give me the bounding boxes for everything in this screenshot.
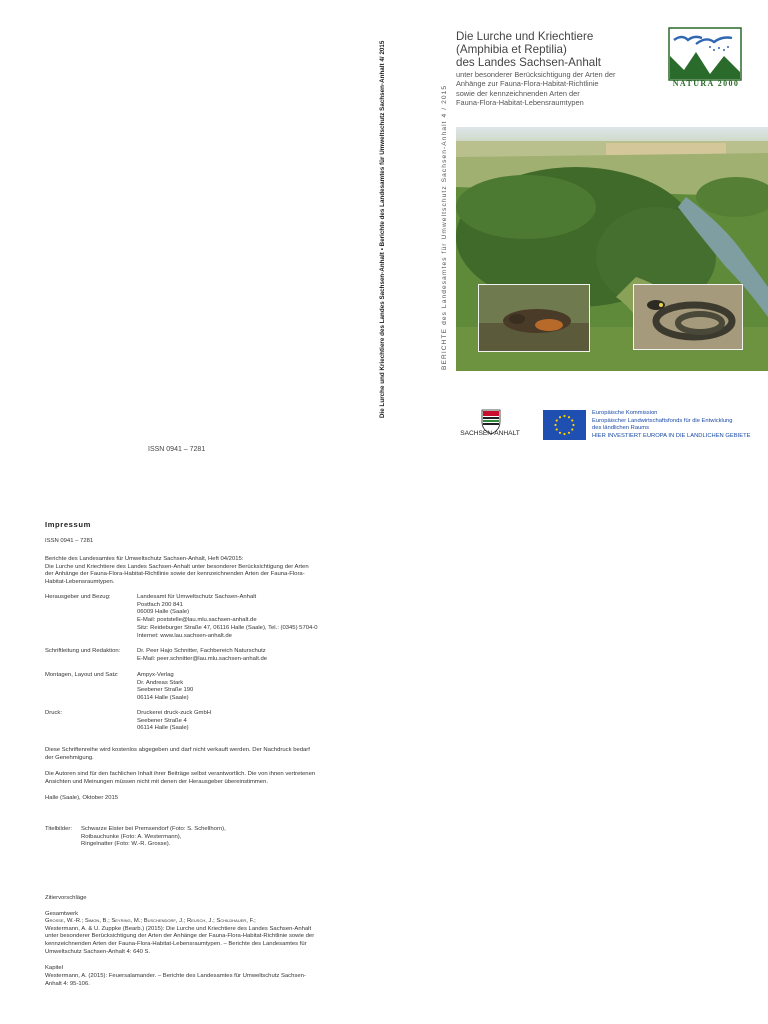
citation-line: Westermann, A. (2015): Feuersalamander. – Berichte des Landesamtes für Umweltschutz Sachsen- — [45, 973, 306, 979]
druck-value — [137, 710, 341, 733]
titelbild-line: Rotbauchunke (Foto: A. Westermann), — [81, 833, 182, 840]
titelbild-line: Ringelnatter (Foto: W.-R. Grosse). — [81, 841, 171, 848]
snake-image — [634, 285, 743, 350]
herausgeber-value — [137, 594, 341, 640]
place-date: Halle (Saale), Oktober 2015 — [45, 795, 119, 801]
citation-gesamtwerk — [45, 918, 341, 957]
druck-line: Seebener Straße 4 — [137, 717, 187, 724]
cover-issn: ISSN 0941 – 7281 — [148, 446, 206, 453]
herausgeber-label: Herausgeber und Bezug: — [45, 594, 111, 600]
series-line: Habitat-Lebensraumtypen. — [45, 579, 115, 586]
herausgeber-line: 06009 Halle (Saale) — [137, 609, 190, 616]
montage-line: Ampyx-Verlag — [137, 672, 174, 678]
citation-line: unter besonderer Berücksichtigung der Arten der Anhänge der Fauna-Flora-Habitat-Richtlinie sowie der — [45, 933, 315, 940]
montage-label: Montagen, Layout und Satz: — [45, 672, 119, 678]
montage-line: Dr. Andreas Stark — [137, 679, 184, 686]
cover-subtitle — [456, 70, 656, 108]
herausgeber-line: Postfach 200 841 — [137, 601, 183, 608]
eu-line: HIER INVESTIERT EUROPA IN DIE LÄNDLICHEN GEBIETE — [592, 432, 751, 438]
schriftleitung-value — [137, 648, 341, 663]
cover-subtitle-line: sowie der kennzeichnenden Arten der — [456, 88, 580, 98]
inset-photo-fire-bellied-toad — [478, 284, 590, 352]
druck-line: Druckerei druck-zuck GmbH — [137, 710, 211, 716]
titelbilder-value — [81, 826, 285, 849]
eu-line: Europäische Kommission — [592, 410, 658, 416]
herausgeber-line: Internet: www.lau.sachsen-anhalt.de — [137, 632, 232, 639]
schriftleitung-label: Schriftleitung und Redaktion: — [45, 648, 121, 654]
cover-title-line: des Landes Sachsen-Anhalt — [456, 56, 602, 69]
note-line: der Genehmigung. — [45, 754, 94, 761]
titelbild-line: Schwarze Elster bei Premsendorf (Foto: S. Schellhorn), — [81, 826, 226, 832]
impressum-heading: Impressum — [45, 520, 91, 529]
citation-line: Umweltschutz Sachsen-Anhalt 4: 640 S. — [45, 948, 151, 955]
montage-value — [137, 672, 341, 703]
druck-line: 06114 Halle (Saale) — [137, 725, 189, 732]
citation-line: Anhalt 4: 95-106. — [45, 980, 90, 987]
impressum-series-info — [45, 556, 341, 587]
note-line: Ansichten und Meinungen müssen nicht mit denen der Herausgeber übereinstimmen. — [45, 778, 268, 785]
citation-heading: Zitiervorschläge — [45, 895, 87, 901]
citation-line: Westermann, A. & U. Zuppke (Bearb.) (2015): Die Lurche und Kriechtiere des Landes Sachsen-Anhalt — [45, 925, 312, 932]
eu-flag-icon — [543, 410, 586, 440]
cover-title — [456, 30, 656, 69]
series-line: Die Lurche und Kriechtiere des Landes Sachsen-Anhalt unter besonderer Berücksichtigung der Arten — [45, 563, 309, 570]
cover-title-line: (Amphibia et Reptilia) — [456, 43, 567, 56]
schriftleitung-line: E-Mail: peer.schnitter@lau.mlu.sachsen-anhalt.de — [137, 655, 268, 662]
eu-line: Europäischer Landwirtschaftsfonds für die Entwicklung — [592, 417, 733, 424]
citation-line: kennzeichnenden Arten der Fauna-Flora-Habitat-Lebensraumtypen. – Berichte des Landesamtes für — [45, 941, 307, 948]
series-line: der Anhänge der Fauna-Flora-Habitat-Richtlinie sowie der kennzeichnenden Arten der Fauna-Flora- — [45, 571, 305, 578]
spine-title: Die Lurche und Kriechtiere des Landes Sachsen-Anhalt • Berichte des Landesamtes für Umweltschutz Sachsen-Anhalt 4/ 2015 — [379, 40, 386, 418]
sachsen-anhalt-label: SACHSEN-ANHALT — [460, 430, 520, 437]
natura-2000-label: NATURA 2000 — [672, 79, 740, 88]
eu-funding-text — [592, 410, 768, 438]
cover-subtitle-line: Anhänge zur Fauna-Flora-Habitat-Richtlinie — [456, 79, 599, 89]
herausgeber-line: Landesamt für Umweltschutz Sachsen-Anhalt — [137, 594, 257, 600]
cover-subtitle-line: unter besonderer Berücksichtigung der Arten der — [456, 70, 616, 79]
herausgeber-line: Sitz: Reideburger Straße 47, 06116 Halle (Saale), Tel.: (0345) 5704-0 — [137, 624, 318, 631]
citation-line: Grosse, W.-R.; Simon, B.; Seyring, M.; Buschendorf, J.; Reusch, J.; Schildhauer, F.; — [45, 918, 256, 924]
schriftleitung-line: Dr. Peer Hajo Schnitter, Fachbereich Naturschutz — [137, 648, 266, 654]
impressum-issn: ISSN 0941 – 7281 — [45, 538, 94, 544]
citation-kapitel-heading: Kapitel — [45, 965, 64, 971]
cover-subtitle-line: Fauna-Flora-Habitat-Lebensraumtypen — [456, 98, 584, 108]
distribution-note — [45, 747, 341, 762]
note-line: Die Autoren sind für den fachlichen Inhalt ihrer Beiträge selbst verantwortlich. Die von ihnen vertretenen — [45, 771, 316, 777]
herausgeber-line: E-Mail: poststelle@lau.mlu.sachsen-anhalt.de — [137, 617, 257, 624]
cover-title-block — [456, 30, 656, 108]
toad-image — [479, 285, 590, 352]
titelbilder-label: Titelbilder: — [45, 826, 72, 832]
citation-kapitel — [45, 973, 341, 988]
cover-title-line: Die Lurche und Kriechtiere — [456, 30, 594, 43]
montage-line: Seebener Straße 190 — [137, 687, 194, 694]
druck-label: Druck: — [45, 710, 63, 716]
series-line: Berichte des Landesamtes für Umweltschutz Sachsen-Anhalt, Heft 04/2015: — [45, 556, 244, 562]
inset-photo-grass-snake — [633, 284, 743, 350]
citation-gesamtwerk-heading: Gesamtwerk — [45, 911, 79, 917]
author-responsibility-note — [45, 771, 341, 786]
cover-side-series-title: BERICHTE des Landesamtes für Umweltschutz Sachsen-Anhalt 4 / 2015 — [441, 84, 448, 370]
eu-line: des ländlichen Raums — [592, 425, 650, 432]
note-line: Diese Schriftenreihe wird kostenlos abgegeben und darf nicht verkauft werden. Der Nachdruck bedarf — [45, 747, 310, 753]
montage-line: 06114 Halle (Saale) — [137, 695, 189, 702]
